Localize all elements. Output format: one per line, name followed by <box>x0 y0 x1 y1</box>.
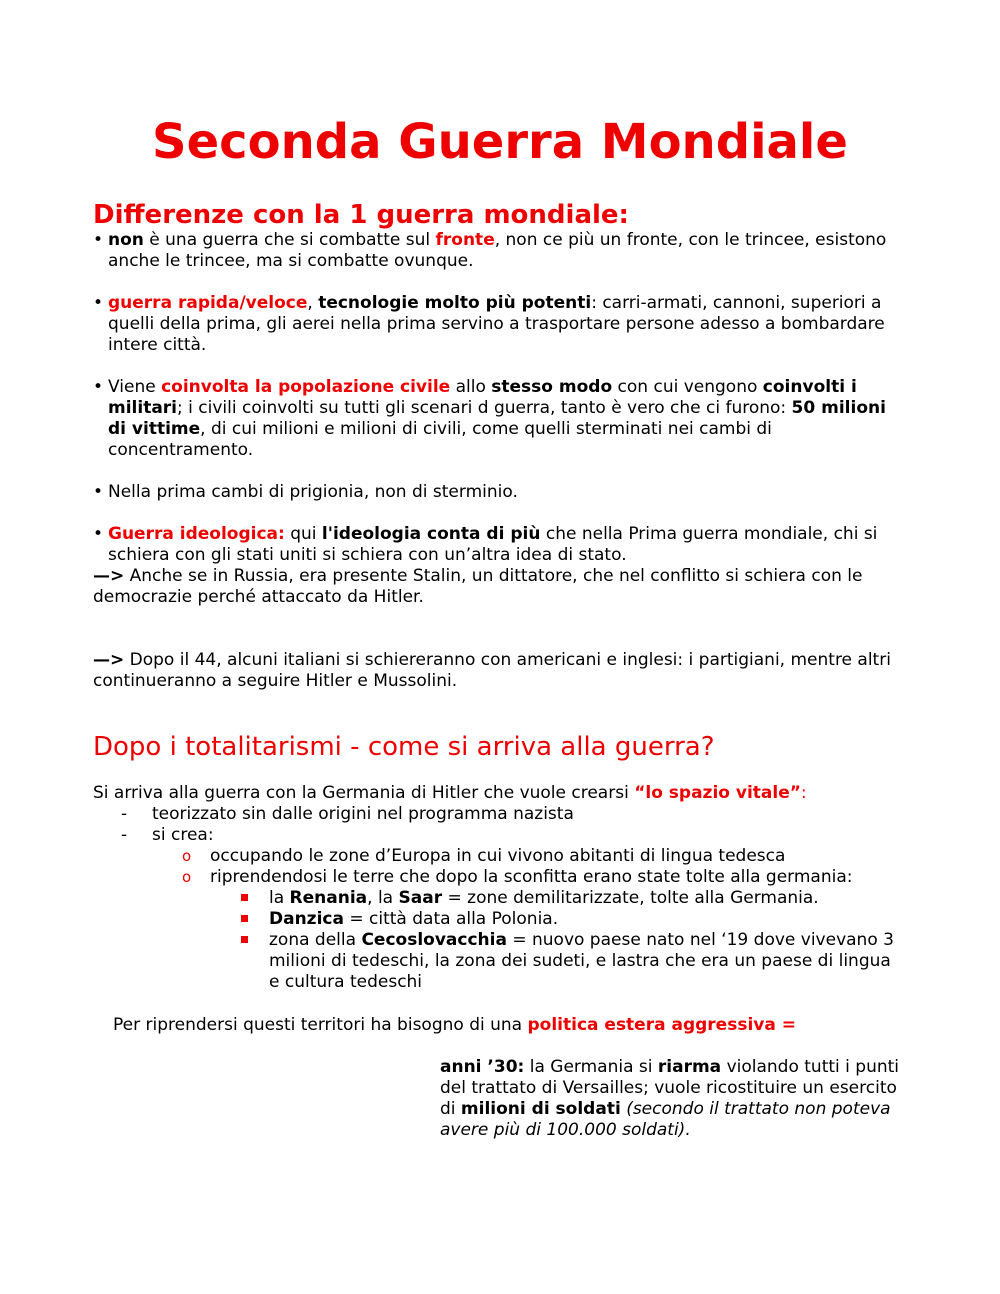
bullet-item: • Guerra ideologica: qui l'ideologia conta di più che nella Prima guerra mondiale, chi si schiera con gli stati uniti si schiera con un’altra idea di stato. <box>93 524 878 565</box>
bullet-glyph: • <box>93 524 104 544</box>
intro-paragraph: Si arriva alla guerra con la Germania di Hitler che vuole crearsi “lo spazio vitale”: <box>93 783 807 803</box>
square-bullet-icon <box>241 915 248 922</box>
bullet-glyph: • <box>93 377 104 397</box>
bullet-item: • non è una guerra che si combatte sul fronte, non ce più un fronte, con le trincee, esistono anche le trincee, ma si combatte ovunque. <box>93 230 887 271</box>
square-item: zona della Cecoslovacchia = nuovo paese nato nel ‘19 dove vivevano 3 milioni di tedeschi, la zona dei sudeti, e lastra che era un paese di lingua e cultura tedeschi <box>93 930 899 993</box>
arrow-note: —> Anche se in Russia, era presente Stalin, un dittatore, che nel conflitto si schiera con le democrazie perché attaccato da Hitler. <box>93 566 863 607</box>
square-bullet-icon <box>241 894 248 901</box>
dash-glyph: - <box>121 825 128 845</box>
square-item: la Renania, la Saar = zone demilitarizzate, tolte alla Germania. <box>93 888 899 909</box>
bullet-glyph: • <box>93 482 104 502</box>
section-heading-totalitarismi: Dopo i totalitarismi - come si arriva alla guerra? <box>93 732 715 762</box>
bullet-item: • Viene coinvolta la popolazione civile allo stesso modo con cui vengono coinvolti i militari; i civili coinvolti su tutti gli scenari d guerra, tanto è vero che ci furono: 50 milioni di vittime, di cui milioni e milioni di civili, come quelli sterminati nei cambi di concentramento. <box>93 377 886 460</box>
arrow-glyph: —> <box>93 650 125 670</box>
dash-item: - teorizzato sin dalle origini nel programma nazista <box>121 804 574 824</box>
bullet-glyph: • <box>93 293 104 313</box>
arrow-note: —> Dopo il 44, alcuni italiani si schiereranno con americani e inglesi: i partigiani, mentre altri continueranno a seguire Hitler e Mussolini. <box>93 650 891 691</box>
bullet-item: • Nella prima cambi di prigionia, non di sterminio. <box>93 482 518 502</box>
dash-glyph: - <box>121 804 128 824</box>
dash-item: - si crea: <box>121 825 214 845</box>
anni-30-paragraph: anni ’30: la Germania si riarma violando tutti i punti del trattato di Versailles; vuole ricostituire un esercito di milioni di soldati (secondo il trattato non poteva avere più di 100.000 soldati). <box>440 1057 900 1140</box>
arrow-glyph: —> <box>93 566 125 586</box>
differenze-list <box>93 230 908 692</box>
circle-item: o occupando le zone d’Europa in cui vivono abitanti di lingua tedesca <box>182 846 786 866</box>
bullet-item: • guerra rapida/veloce, tecnologie molto più potenti: carri-armati, cannoni, superiori a quelli della prima, gli aerei nella prima servino a trasportare persone adesso a bombardare intere città. <box>93 293 885 355</box>
politica-paragraph: Per riprendersi questi territori ha bisogno di una politica estera aggressiva = <box>113 1015 796 1035</box>
spazio-vitale-section <box>93 783 908 993</box>
section-heading-differenze: Differenze con la 1 guerra mondiale: <box>93 200 629 230</box>
square-item: Danzica = città data alla Polonia. <box>93 909 899 930</box>
circle-bullet-icon: o <box>182 847 192 865</box>
square-bullet-icon <box>241 936 248 943</box>
page-title: Seconda Guerra Mondiale <box>152 114 848 170</box>
circle-item: o riprendendosi le terre che dopo la sconfitta erano state tolte alla germania: <box>182 867 853 887</box>
bullet-glyph: • <box>93 230 104 250</box>
circle-bullet-icon: o <box>182 868 192 886</box>
